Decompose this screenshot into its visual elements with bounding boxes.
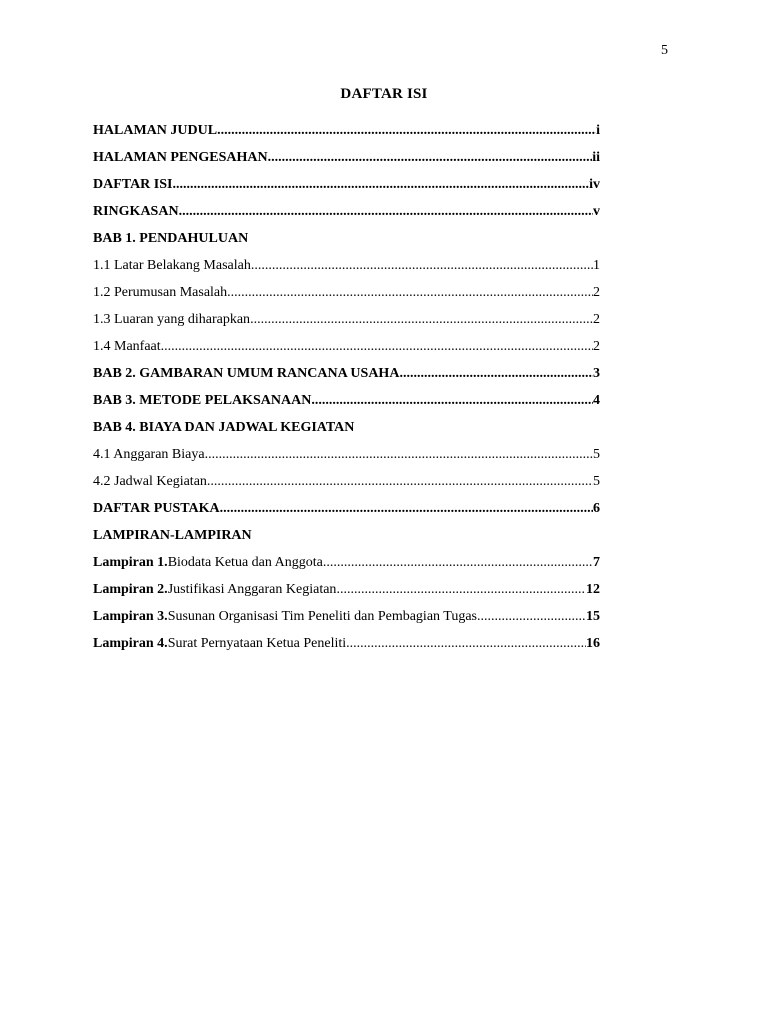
dot-leader — [323, 553, 593, 573]
toc-entry-page: 2 — [593, 285, 600, 300]
toc-entry-page: 16 — [586, 636, 600, 651]
toc-entry-page: 12 — [586, 582, 600, 597]
toc-entry[interactable] — [93, 256, 600, 283]
table-of-contents — [93, 121, 600, 661]
toc-entry-title: Biodata Ketua dan Anggota — [167, 555, 323, 570]
toc-entry[interactable] — [93, 337, 600, 364]
dot-leader — [205, 445, 593, 465]
toc-entry-label: BAB 3. METODE PELAKSANAAN — [93, 393, 312, 408]
toc-entry-page: 1 — [593, 258, 600, 273]
toc-entry-label: 1.3 Luaran yang diharapkan — [93, 312, 251, 327]
toc-entry-label: HALAMAN PENGESAHAN — [93, 150, 268, 165]
toc-entry-page: i — [596, 123, 600, 138]
dot-leader — [250, 310, 593, 330]
dot-leader — [179, 202, 593, 222]
toc-entry-label: DAFTAR ISI — [93, 177, 173, 192]
toc-entry[interactable] — [93, 634, 600, 661]
toc-entry[interactable] — [93, 553, 600, 580]
toc-entry[interactable] — [93, 202, 600, 229]
toc-entry-page: 7 — [593, 555, 600, 570]
toc-entry[interactable] — [93, 364, 600, 391]
toc-entry-page: 5 — [593, 474, 600, 489]
toc-entry-page: 3 — [593, 366, 600, 381]
toc-entry-page: 6 — [593, 501, 600, 516]
dot-leader — [172, 175, 589, 195]
page-title: DAFTAR ISI — [340, 86, 428, 102]
dot-leader — [477, 607, 586, 627]
toc-entry-prefix: Lampiran 1. — [93, 555, 168, 570]
dot-leader — [346, 634, 586, 654]
dot-leader — [268, 148, 593, 168]
toc-entry[interactable] — [93, 121, 600, 148]
toc-entry-label: BAB 2. GAMBARAN UMUM RANCANA USAHA — [93, 366, 400, 381]
toc-entry[interactable] — [93, 445, 600, 472]
toc-entry-page: 15 — [586, 609, 600, 624]
toc-entry-title: Justifikasi Anggaran Kegiatan — [167, 582, 337, 597]
toc-entry-label — [93, 580, 336, 600]
dot-leader — [227, 283, 593, 303]
toc-entry-page: 2 — [593, 312, 600, 327]
toc-entry[interactable] — [93, 580, 600, 607]
toc-entry[interactable] — [93, 229, 600, 256]
toc-entry[interactable] — [93, 607, 600, 634]
toc-entry[interactable] — [93, 175, 600, 202]
toc-entry-label: BAB 4. BIAYA DAN JADWAL KEGIATAN — [93, 420, 355, 435]
toc-entry-page: v — [593, 204, 600, 219]
dot-leader — [336, 580, 586, 600]
toc-entry-label: 4.2 Jadwal Kegiatan — [93, 474, 207, 489]
toc-entry-title: Surat Pernyataan Ketua Peneliti — [167, 636, 347, 651]
dot-leader — [399, 364, 593, 384]
toc-entry[interactable] — [93, 472, 600, 499]
toc-entry-label — [93, 607, 477, 627]
toc-entry-page: 5 — [593, 447, 600, 462]
toc-entry[interactable] — [93, 283, 600, 310]
toc-entry-label: RINGKASAN — [93, 204, 179, 219]
toc-entry-label: DAFTAR PUSTAKA — [93, 501, 220, 516]
dot-leader — [251, 256, 593, 276]
toc-entry-page: 4 — [593, 393, 600, 408]
toc-entry[interactable] — [93, 499, 600, 526]
dot-leader — [311, 391, 593, 411]
toc-entry-title: Susunan Organisasi Tim Peneliti dan Pembagian Tugas — [167, 609, 478, 624]
page-number: 5 — [661, 43, 668, 58]
toc-entry-prefix: Lampiran 3. — [93, 609, 168, 624]
dot-leader — [220, 499, 593, 519]
toc-entry-label: 1.2 Perumusan Masalah — [93, 285, 228, 300]
toc-entry[interactable] — [93, 391, 600, 418]
toc-entry-prefix: Lampiran 2. — [93, 582, 168, 597]
toc-entry-label: HALAMAN JUDUL — [93, 123, 218, 138]
toc-entry-page: ii — [592, 150, 600, 165]
dot-leader — [217, 121, 596, 141]
toc-entry[interactable] — [93, 148, 600, 175]
toc-entry[interactable] — [93, 418, 600, 445]
dot-leader — [207, 472, 593, 492]
toc-entry[interactable] — [93, 310, 600, 337]
toc-entry-label — [93, 553, 323, 573]
toc-entry-label: 4.1 Anggaran Biaya — [93, 447, 205, 462]
toc-entry-page: iv — [589, 177, 600, 192]
toc-entry-label: 1.1 Latar Belakang Masalah — [93, 258, 251, 273]
toc-entry-prefix: Lampiran 4. — [93, 636, 168, 651]
toc-entry-page: 2 — [593, 339, 600, 354]
toc-entry-label: LAMPIRAN-LAMPIRAN — [93, 528, 252, 543]
toc-entry-label — [93, 634, 346, 654]
toc-entry-label: 1.4 Manfaat — [93, 339, 161, 354]
toc-entry[interactable] — [93, 526, 600, 553]
dot-leader — [161, 337, 593, 357]
toc-entry-label: BAB 1. PENDAHULUAN — [93, 231, 249, 246]
